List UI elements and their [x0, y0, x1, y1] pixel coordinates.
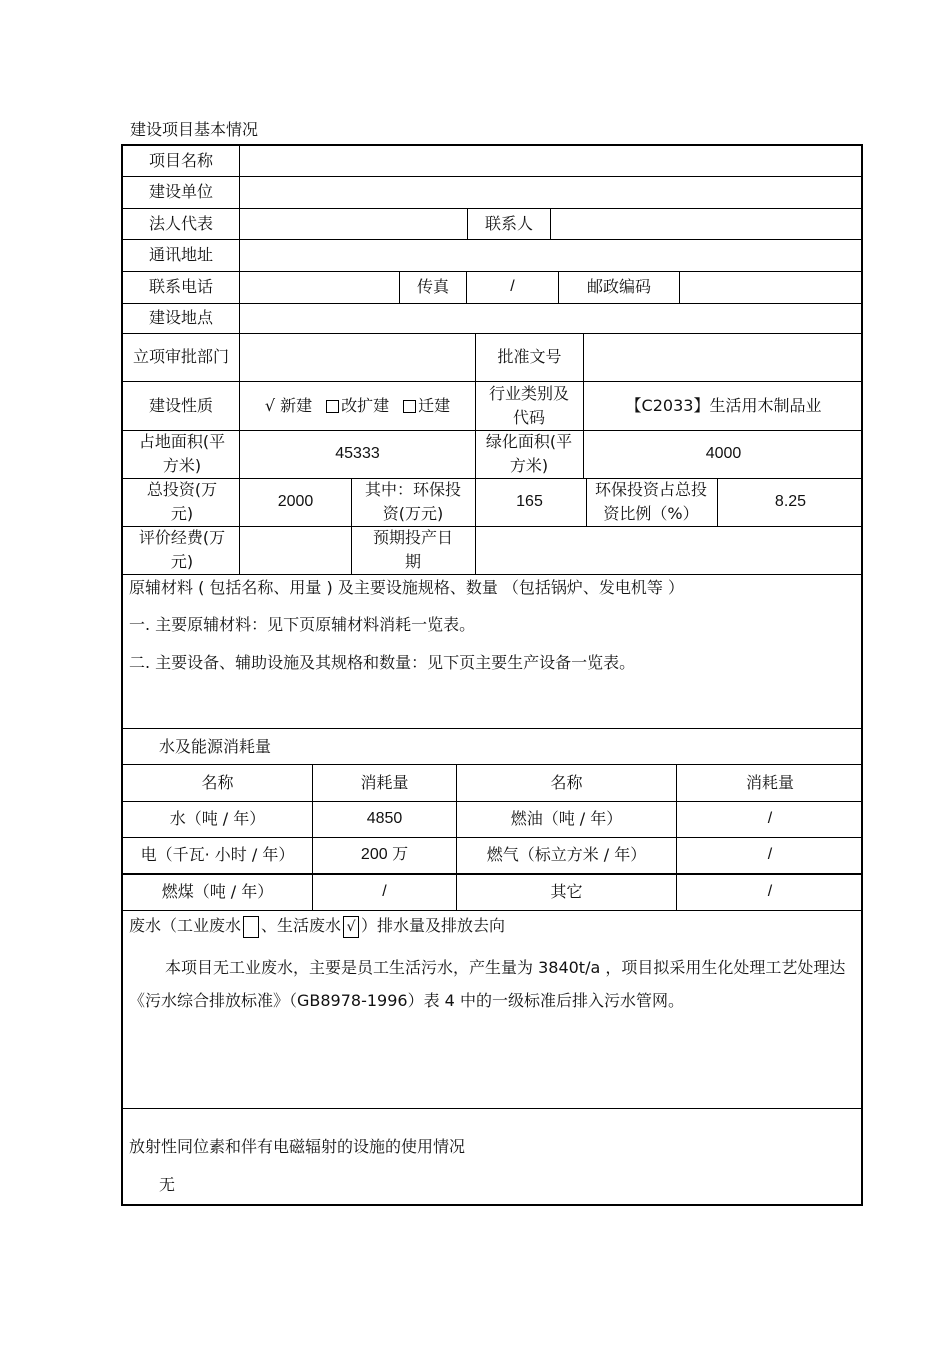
materials-line-1: 一. 主要原辅材料：见下页原辅材料消耗一览表。 [129, 615, 476, 634]
energy-row-2-name-2: 燃气（标立方米 / 年） [486, 845, 647, 864]
green-area-value: 4000 [705, 445, 742, 462]
nature-new-option[interactable]: √ 新建 [264, 395, 313, 415]
energy-row-1-amount-2: / [767, 810, 773, 827]
address-value[interactable] [240, 239, 863, 271]
total-invest-value: 2000 [277, 493, 314, 510]
approval-dept-value[interactable] [240, 333, 475, 381]
energy-col-name-1: 名称 [201, 772, 234, 792]
energy-col-name-2: 名称 [550, 772, 583, 792]
energy-heading: 水及能源消耗量 [159, 737, 272, 756]
expected-date-label: 预期投产日期 [372, 528, 453, 571]
env-invest-value: 165 [516, 493, 543, 510]
energy-row-1-name-2: 燃油（吨 / 年） [510, 809, 623, 828]
phone-label: 联系电话 [148, 277, 213, 296]
legal-rep-value[interactable] [240, 208, 467, 239]
energy-row-2-amount-2: / [767, 846, 773, 863]
fax-value: / [510, 278, 515, 295]
address-label: 通讯地址 [148, 245, 213, 264]
energy-row-3-amount-2: / [767, 883, 773, 900]
expected-date-value[interactable] [476, 526, 863, 574]
domestic-wastewater-checkbox[interactable]: √ [343, 916, 359, 938]
land-area-label: 占地面积(平方米) [138, 432, 226, 475]
contact-label: 联系人 [484, 213, 533, 233]
energy-col-amount-2: 消耗量 [745, 772, 794, 792]
site-value[interactable] [240, 303, 863, 333]
postcode-label: 邮政编码 [586, 277, 651, 296]
approval-doc-label: 批准文号 [497, 347, 562, 366]
energy-row-2-amount-1: 200 万 [360, 846, 409, 863]
energy-row-3-name-1: 燃煤（吨 / 年） [161, 882, 274, 901]
industry-value: 【C2033】生活用木制品业 [625, 395, 822, 415]
phone-value[interactable] [240, 271, 399, 303]
land-area-value: 45333 [335, 445, 380, 462]
env-invest-label: 其中：环保投资(万元) [364, 480, 461, 523]
approval-doc-value[interactable] [584, 333, 863, 381]
industrial-wastewater-checkbox[interactable] [243, 916, 259, 938]
energy-row-3-amount-1: / [382, 883, 387, 900]
materials-line-2: 二. 主要设备、辅助设施及其规格和数量：见下页主要生产设备一览表。 [129, 653, 636, 672]
energy-row-2-name-1: 电（千瓦· 小时 / 年） [140, 845, 295, 864]
energy-row-3-name-2: 其它 [550, 882, 583, 901]
energy-row-1-name-1: 水（吨 / 年） [169, 809, 266, 828]
materials-heading: 原辅材料 ( 包括名称、用量 ) 及主要设施规格、数量 （包括锅炉、发电机等 ） [129, 578, 685, 597]
green-area-label: 绿化面积(平方米) [485, 432, 573, 475]
checkbox-icon [326, 400, 339, 413]
section-title: 建设项目基本情况 [130, 120, 259, 139]
checkbox-icon [403, 400, 416, 413]
eval-fee-value[interactable] [240, 526, 351, 574]
industry-label: 行业类别及代码 [488, 383, 569, 427]
unit-label: 建设单位 [148, 182, 213, 201]
wastewater-paragraph: 本项目无工业废水，主要是员工生活污水，产生量为 3840t/a ，项目拟采用生化处理工艺处理达《污水综合排放标准》（GB8978-1996）表 4 中的一级标准后排入污水管网。 [129, 958, 846, 1010]
wastewater-heading: 废水（工业废水 、生活废水 √ ）排水量及排放去向 [129, 915, 505, 938]
project-name-label: 项目名称 [148, 151, 213, 170]
energy-row-1-amount-1: 4850 [366, 810, 403, 827]
fax-label: 传真 [416, 277, 449, 296]
unit-value[interactable] [240, 176, 863, 208]
postcode-value[interactable] [680, 271, 863, 303]
energy-col-amount-1: 消耗量 [360, 772, 409, 792]
radiation-value: 无 [159, 1175, 176, 1194]
radiation-heading: 放射性同位素和伴有电磁辐射的设施的使用情况 [129, 1137, 466, 1156]
eval-fee-label: 评价经费(万元) [138, 528, 226, 571]
env-ratio-label: 环保投资占总投资比例（%） [594, 480, 707, 523]
basic-info-table [121, 144, 863, 1206]
site-label: 建设地点 [148, 308, 213, 327]
contact-value[interactable] [551, 208, 863, 239]
env-ratio-value: 8.25 [774, 493, 807, 510]
total-invest-label: 总投资(万元) [146, 480, 218, 523]
legal-rep-label: 法人代表 [148, 213, 213, 233]
nature-label: 建设性质 [148, 395, 213, 415]
nature-expand-option[interactable]: 改扩建 [326, 394, 389, 418]
nature-relocate-option[interactable]: 迁建 [403, 394, 450, 418]
nature-options [240, 381, 475, 430]
approval-dept-label: 立项审批部门 [132, 347, 229, 366]
project-name-value[interactable] [240, 146, 863, 176]
